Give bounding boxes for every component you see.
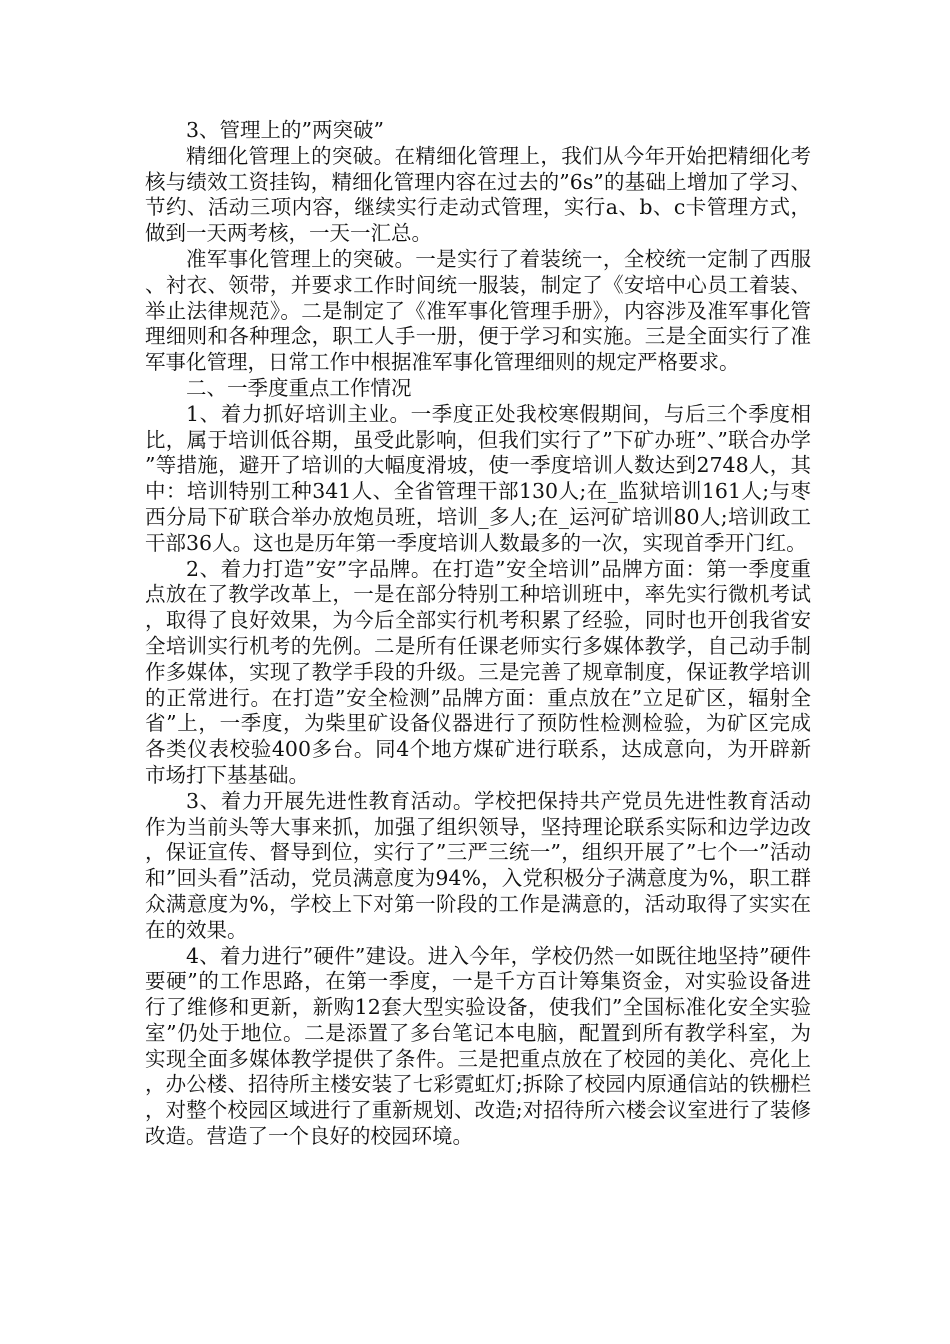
paragraph-advanced-education: 3、着力开展先进性教育活动。学校把保持共产党员先进性教育活动作为当前头等大事来抓，加强了组织领导，坚持理论联系实际和边学边改，保证宣传、督导到位，实行了”三严三统一”，组织开展了”七个一”活动和”回头看”活动，党员满意度为94%，入党积极分子满意度为%，职工群众满意度为%，学校上下对第一阶段的工作是满意的，活动取得了实实在在的效果。 [145, 788, 811, 942]
paragraph-paramilitary-management: 准军事化管理上的突破。一是实行了着装统一，全校统一定制了西服、衬衣、领带，并要求工作时间统一服装，制定了《安培中心员工着装、举止法律规范》。二是制定了《准军事化管理手册》，内容涉及准军事化管理细则和各种理念，职工人手一册，便于学习和实施。三是全面实行了准军事化管理，日常工作中根据准军事化管理细则的规定严格要求。 [145, 246, 811, 375]
paragraph-training-business: 1、着力抓好培训主业。一季度正处我校寒假期间，与后三个季度相比，属于培训低谷期，虽受此影响，但我们实行了”下矿办班”、”联合办学”等措施，避开了培训的大幅度滑坡，使一季度培训人数达到2748人，其中：培训特别工种341人、全省管理干部130人;在_监狱培训161人;与枣西分局下矿联合举办放炮员班，培训_多人;在_运河矿培训80人;培训政工干部36人。这也是历年第一季度培训人数最多的一次，实现首季开门红。 [145, 401, 811, 555]
section-heading-management-breakthroughs: 3、管理上的”两突破” [186, 118, 385, 142]
document-body [145, 118, 811, 1150]
paragraph-safety-brand: 2、着力打造”安”字品牌。在打造”安全培训”品牌方面：第一季度重点放在了教学改革上，一是在部分特别工种培训班中，率先实行微机考试，取得了良好效果，为今后全部实行机考积累了经验，同时也开创我省安全培训实行机考的先例。二是所有任课老师实行多媒体教学，自己动手制作多媒体，实现了教学手段的升级。三是完善了规章制度，保证教学培训的正常进行。在打造”安全检测”品牌方面：重点放在”立足矿区，辐射全省”上，一季度，为柴里矿设备仪器进行了预防性检测检验，为矿区完成各类仪表校验400多台。同4个地方煤矿进行联系，达成意向，为开辟新市场打下基基础。 [145, 556, 811, 787]
paragraph-hardware-construction: 4、着力进行”硬件”建设。进入今年，学校仍然一如既往地坚持”硬件要硬”的工作思路，在第一季度，一是千方百计筹集资金，对实验设备进行了维修和更新，新购12套大型实验设备，使我们”全国标准化安全实验室”仍处于地位。二是添置了多台笔记本电脑，配置到所有教学科室，为实现全面多媒体教学提供了条件。三是把重点放在了校园的美化、亮化上，办公楼、招待所主楼安装了七彩霓虹灯;拆除了校园内原通信站的铁栅栏，对整个校园区域进行了重新规划、改造;对招待所六楼会议室进行了装修改造。营造了一个良好的校园环境。 [145, 943, 811, 1149]
paragraph-refined-management: 精细化管理上的突破。在精细化管理上，我们从今年开始把精细化考核与绩效工资挂钩，精细化管理内容在过去的”6s”的基础上增加了学习、节约、活动三项内容，继续实行走动式管理，实行a、b、c卡管理方式，做到一天两考核，一天一汇总。 [145, 143, 811, 246]
section-heading-q1-key-work: 二、一季度重点工作情况 [186, 375, 412, 400]
